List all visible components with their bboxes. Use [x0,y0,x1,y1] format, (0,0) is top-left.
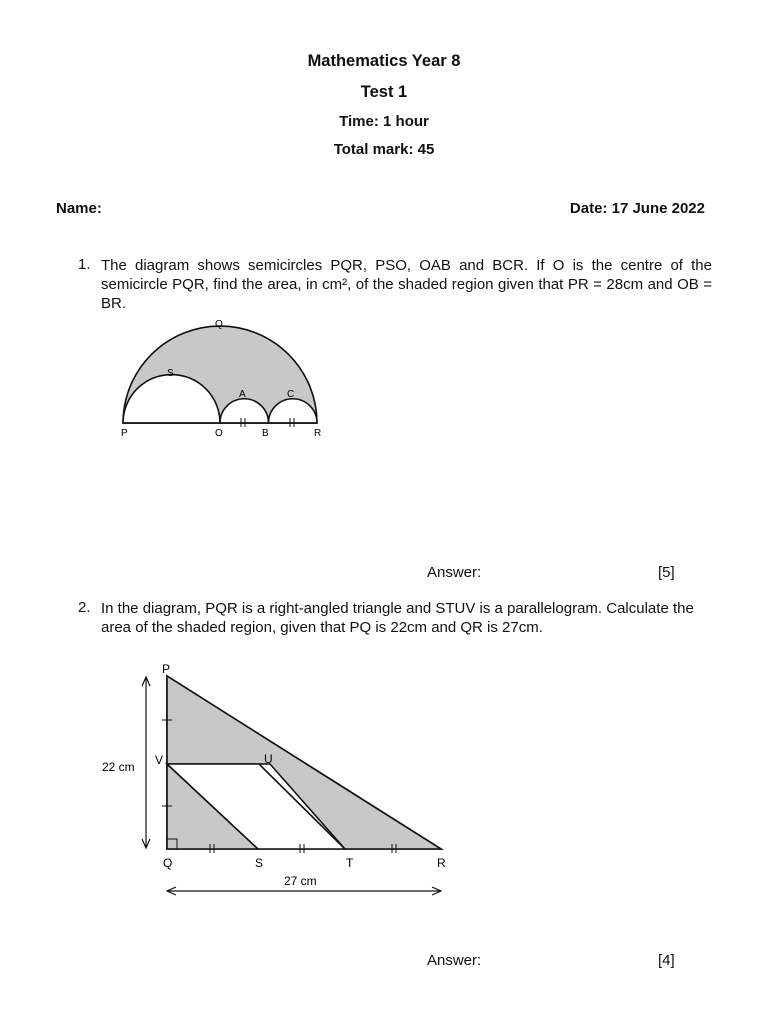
label-q: Q [163,856,173,870]
page-title: Mathematics Year 8 [307,52,461,70]
label-s: S [255,856,264,870]
total-mark: Total mark: 45 [333,141,435,158]
question-1-diagram [110,312,340,444]
height-label: 22 cm [102,760,135,774]
label-a: A [239,389,246,400]
width-label: 27 cm [284,874,317,888]
label-b: B [262,428,269,439]
label-v: V [155,753,164,767]
label-s: S [167,368,174,379]
label-u: U [264,752,273,766]
label-p: P [121,428,128,439]
label-q: Q [215,319,223,330]
label-r: R [314,428,322,439]
name-label: Name: [56,200,102,217]
question-1-text: The diagram shows semicircles PQR, PSO, OAB and BCR. If O is the centre of the semicircle PQR, find the area, in cm², of the shaded region given that PR = 28cm and OB = BR. [101,257,712,312]
question-2-text: In the diagram, PQR is a right-angled triangle and STUV is a parallelogram. Calculate the area of the shaded region, given that PQ is 22cm and QR is 27cm. [101,600,694,636]
label-r: R [437,856,446,870]
label-t: T [346,856,354,870]
label-o: O [215,428,223,439]
question-1-number: 1. [78,256,91,273]
height-arrow [142,677,150,848]
label-c: C [287,389,295,400]
question-2-marks: [4] [658,952,675,969]
question-2-answer-label: Answer: [427,952,482,969]
width-arrow [167,887,441,895]
date-label: Date: 17 June 2022 [569,200,705,217]
question-2-diagram [95,655,460,900]
question-1-answer-label: Answer: [427,564,482,581]
time-allowed: Time: 1 hour [339,113,429,130]
question-2-number: 2. [78,599,91,616]
label-p: P [162,662,171,676]
question-1-marks: [5] [658,564,675,581]
test-number: Test 1 [360,83,408,101]
